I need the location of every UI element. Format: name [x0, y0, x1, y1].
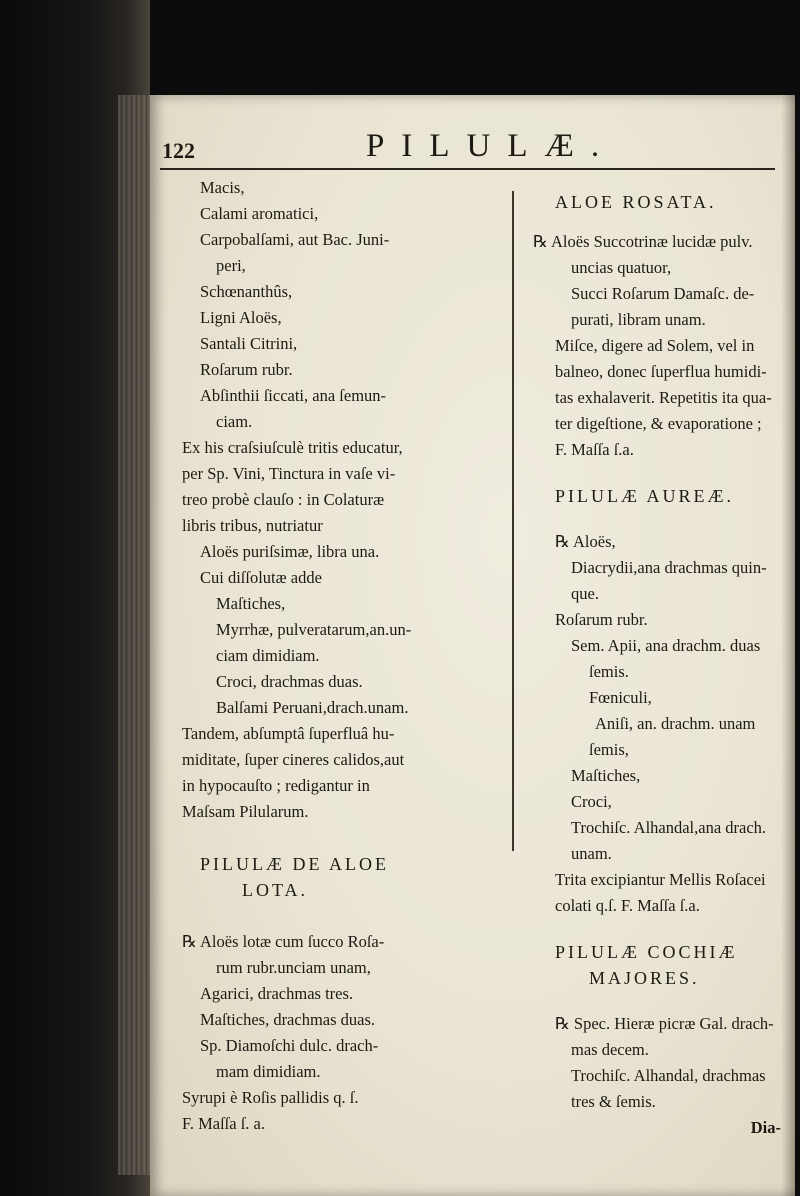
text-line: ſemis.: [589, 662, 629, 681]
text-line: ℞ Spec. Hieræ picræ Gal. drach-: [555, 1014, 774, 1033]
text-line: treo probè clauſo : in Colaturæ: [182, 490, 385, 509]
text-line: Sem. Apii, ana drachm. duas: [571, 636, 761, 655]
text-line: Roſarum rubr.: [555, 610, 648, 629]
text-line: Cui diſſolutæ adde: [200, 568, 322, 587]
text-line: rum rubr.unciam unam,: [216, 958, 371, 977]
text-line: Miſce, digere ad Solem, vel in: [555, 336, 755, 355]
running-title: PILULÆ.: [366, 128, 617, 164]
text-line: Trochiſc. Alhandal,ana drach.: [571, 818, 767, 837]
text-line: ciam dimidiam.: [216, 646, 320, 665]
text-line: ciam.: [216, 412, 253, 431]
text-line: Roſarum rubr.: [200, 360, 293, 379]
left-column: [178, 175, 490, 1137]
catchword: Dia-: [750, 1118, 781, 1137]
text-line: Santali Citrini,: [200, 334, 298, 353]
section-heading: PILULÆ AUREÆ.: [555, 486, 735, 506]
text-line: purati, libram unam.: [571, 310, 706, 329]
text-line: ℞ Aloës Succotrinæ lucidæ pulv.: [533, 232, 753, 251]
text-line: tres & ſemis.: [571, 1092, 656, 1111]
text-line: Abſinthii ſiccati, ana ſemun-: [200, 386, 387, 405]
right-column: [533, 175, 781, 1141]
page-edge-shadow: [781, 95, 795, 1196]
text-line: F. Maſſa ſ. a.: [182, 1114, 265, 1133]
text-line: F. Maſſa ſ.a.: [555, 440, 634, 459]
text-line: ſemis,: [589, 740, 629, 759]
text-line: balneo, donec ſuperflua humidi-: [555, 362, 767, 381]
text-line: Diacrydii,ana drachmas quin-: [571, 558, 767, 577]
text-line: Maſsam Pilularum.: [182, 802, 309, 821]
page-number: 122: [162, 138, 195, 163]
text-line: Croci, drachmas duas.: [216, 672, 363, 691]
text-line: unam.: [571, 844, 612, 863]
column-divider: [512, 191, 514, 851]
section-heading: MAJORES.: [589, 968, 700, 988]
text-line: Maſtiches,: [571, 766, 641, 785]
text-line: Maſtiches, drachmas duas.: [200, 1010, 376, 1029]
text-line: Ligni Aloës,: [200, 308, 282, 327]
text-line: Syrupi è Roſis pallidis q. ſ.: [182, 1088, 359, 1107]
text-line: tas exhalaverit. Repetitis ita qua-: [555, 388, 772, 407]
text-line: Macis,: [200, 178, 245, 197]
section-heading: PILULÆ DE ALOE: [200, 854, 389, 874]
text-line: mam dimidiam.: [216, 1062, 321, 1081]
text-line: Sp. Diamoſchi dulc. drach-: [200, 1036, 379, 1055]
text-line: que.: [571, 584, 599, 603]
text-line: Schœnanthûs,: [200, 282, 293, 301]
text-line: ℞ Aloës lotæ cum ſucco Roſa-: [182, 932, 385, 951]
text-line: Croci,: [571, 792, 612, 811]
text-line: Aniſi, an. drachm. unam: [595, 714, 756, 733]
text-line: Trita excipiantur Mellis Roſacei: [555, 870, 766, 889]
text-line: miditate, ſuper cineres calidos,aut: [182, 750, 405, 769]
text-line: ℞ Aloës,: [555, 532, 616, 551]
book-page: [150, 95, 795, 1196]
text-line: per Sp. Vini, Tinctura in vaſe vi-: [182, 464, 396, 483]
text-line: Aloës puriſsimæ, libra una.: [200, 542, 380, 561]
text-line: mas decem.: [571, 1040, 649, 1059]
section-heading: ALOE ROSATA.: [555, 192, 717, 212]
section-heading: LOTA.: [242, 880, 309, 900]
text-line: Balſami Peruani,drach.unam.: [216, 698, 409, 717]
header-rule: [160, 168, 775, 170]
text-line: colati q.ſ. F. Maſſa ſ.a.: [555, 896, 700, 915]
text-line: Carpobalſami, aut Bac. Juni-: [200, 230, 390, 249]
text-line: Tandem, abſumptâ ſuperfluâ hu-: [182, 724, 395, 743]
text-line: in hypocauſto ; redigantur in: [182, 776, 370, 795]
text-line: uncias quatuor,: [571, 258, 672, 277]
text-line: Agarici, drachmas tres.: [200, 984, 354, 1003]
text-line: ter digeſtione, & evaporatione ;: [555, 414, 762, 433]
text-line: libris tribus, nutriatur: [182, 516, 323, 535]
text-line: Myrrhæ, pulveratarum,an.un-: [216, 620, 412, 639]
text-line: Calami aromatici,: [200, 204, 319, 223]
text-line: Maſtiches,: [216, 594, 286, 613]
text-line: Ex his craſsiuſculè tritis educatur,: [182, 438, 403, 457]
text-line: Fœniculi,: [589, 688, 652, 707]
section-heading: PILULÆ COCHIÆ: [555, 942, 738, 962]
text-line: peri,: [216, 256, 246, 275]
text-line: Succi Roſarum Damaſc. de-: [571, 284, 755, 303]
text-line: Trochiſc. Alhandal, drachmas: [571, 1066, 766, 1085]
